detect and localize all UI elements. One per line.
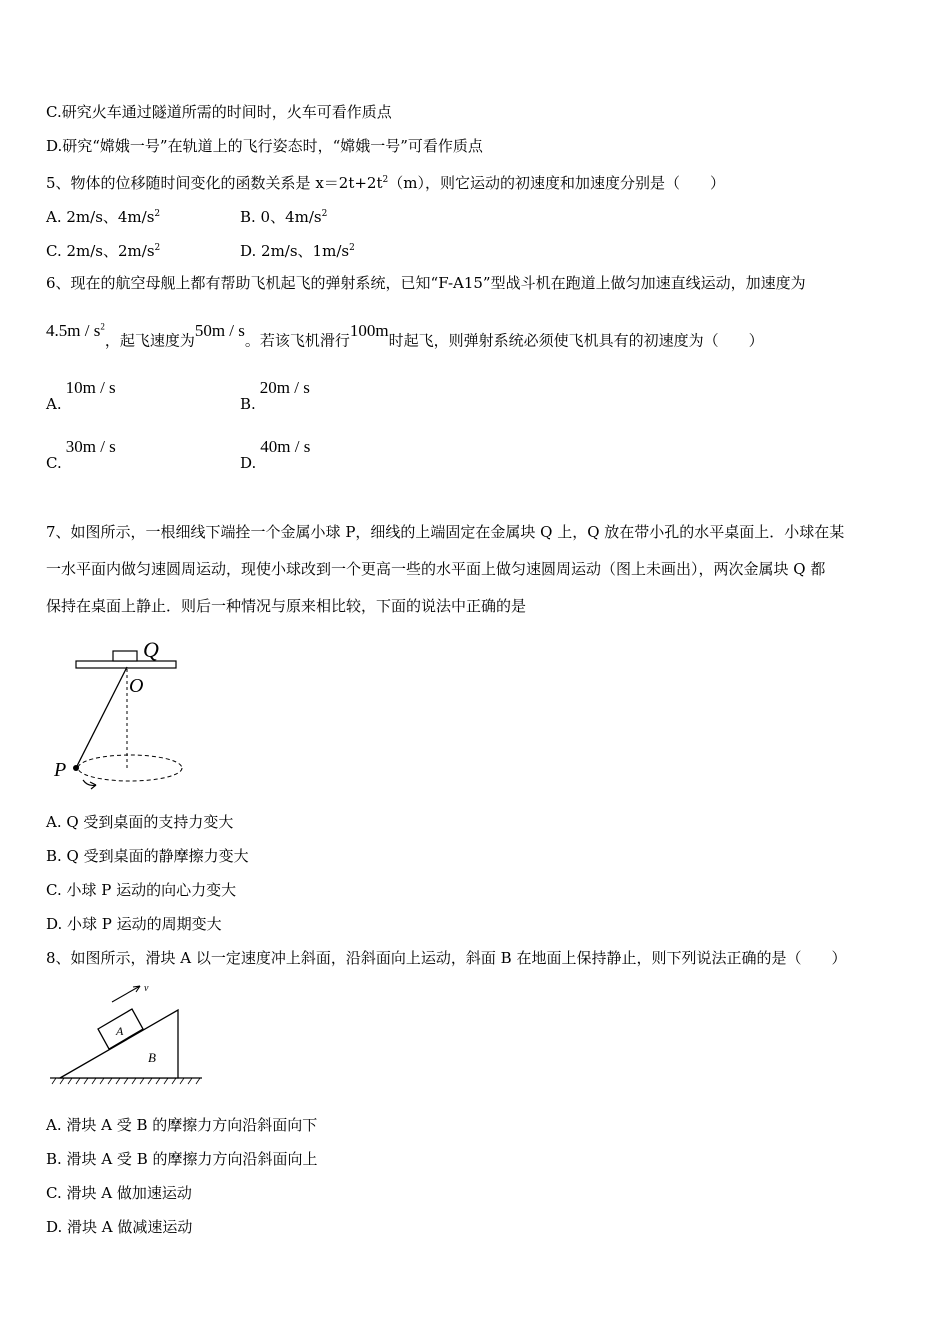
- ball-p: [73, 765, 79, 771]
- q8-stem: 8、如图所示，滑块 A 以一定速度冲上斜面，沿斜面向上运动，斜面 B 在地面上保持静止，则下列说法正确的是（ ）: [46, 949, 847, 967]
- q5-stem-part1: 5、物体的位移随时间变化的函数关系是 x＝2t+2t: [46, 174, 383, 192]
- string-line: [76, 667, 127, 768]
- q6-stem-line2: [46, 322, 764, 355]
- label-b: B: [148, 1050, 156, 1065]
- q7-option-b: B. Q 受到桌面的静摩擦力变大: [46, 847, 249, 865]
- q5-stem: [46, 170, 725, 193]
- q5-option-d: D. 2m/s、$1m/s^2$: [240, 242, 355, 260]
- q5-option-a: A. 2m/s、$4m/s^2$: [46, 208, 161, 226]
- metal-block-q: [113, 651, 137, 661]
- q7-stem-line1: 7、如图所示，一根细线下端拴一个金属小球 P，细线的上端固定在金属块 Q 上，Q 放在带小孔的水平桌面上．小球在某: [46, 523, 845, 541]
- q8-option-a: A. 滑块 A 受 B 的摩擦力方向沿斜面向下: [46, 1116, 318, 1134]
- q6-option-a: A.10m / s: [46, 378, 116, 413]
- q5-stem-part2: （m），则它运动的初速度和加速度分别是（ ）: [388, 174, 725, 192]
- q6-option-c: C.30m / s: [46, 437, 116, 472]
- ground-hatching: [52, 1078, 200, 1084]
- table-top: [76, 661, 176, 668]
- q6-stem-line1: 6、现在的航空母舰上都有帮助飞机起飞的弹射系统，已知“F-A15”型战斗机在跑道上做匀加速直线运动，加速度为: [46, 274, 806, 292]
- q6-option-d: D.40m / s: [240, 437, 311, 472]
- q6-text3: 时起飞，则弹射系统必须使飞机具有的初速度为（ ）: [388, 331, 764, 350]
- label-v: v: [144, 983, 149, 994]
- q6-text1: ，起飞速度为: [104, 331, 195, 350]
- q7-stem-line2: 一水平面内做匀速圆周运动，现使小球改到一个更高一些的水平面上做匀速圆周运动（图上未画出），两次金属块 Q 都: [46, 560, 826, 578]
- q8-figure: [50, 982, 210, 1092]
- q4-option-c: C.研究火车通过隧道所需的时间时，火车可看作质点: [46, 103, 392, 121]
- q8-option-b: B. 滑块 A 受 B 的摩擦力方向沿斜面向上: [46, 1150, 318, 1168]
- q5-stem-sup: 2: [382, 175, 389, 185]
- velocity-arrow: [112, 986, 140, 1002]
- q4-option-d: D.研究“嫦娥一号”在轨道上的飞行姿态时，“嫦娥一号”可看作质点: [46, 137, 483, 155]
- q6-acceleration: $4.5m / s^2$: [46, 320, 105, 340]
- q6-option-b: B.20m / s: [240, 378, 310, 413]
- label-p: P: [54, 759, 67, 781]
- label-a: A: [116, 1024, 124, 1038]
- q6-takeoff-speed: 50m / s: [194, 320, 245, 340]
- label-q: Q: [143, 637, 159, 662]
- q7-stem-line3: 保持在桌面上静止．则后一种情况与原来相比较，下面的说法中正确的是: [46, 597, 527, 615]
- orbit-ellipse: [78, 755, 182, 781]
- q7-option-d: D. 小球 P 运动的周期变大: [46, 915, 222, 933]
- q8-option-d: D. 滑块 A 做减速运动: [46, 1218, 193, 1236]
- q7-option-a: A. Q 受到桌面的支持力变大: [46, 813, 234, 831]
- q7-figure: [50, 635, 190, 795]
- q5-option-c: C. 2m/s、$2m/s^2$: [46, 242, 161, 260]
- label-o: O: [129, 675, 144, 697]
- q5-option-b: B. 0、$4m/s^2$: [240, 208, 328, 226]
- q6-distance: 100m: [349, 320, 389, 340]
- q8-option-c: C. 滑块 A 做加速运动: [46, 1184, 192, 1202]
- q7-option-c: C. 小球 P 运动的向心力变大: [46, 881, 237, 899]
- q6-text2: 。若该飞机滑行: [244, 331, 350, 350]
